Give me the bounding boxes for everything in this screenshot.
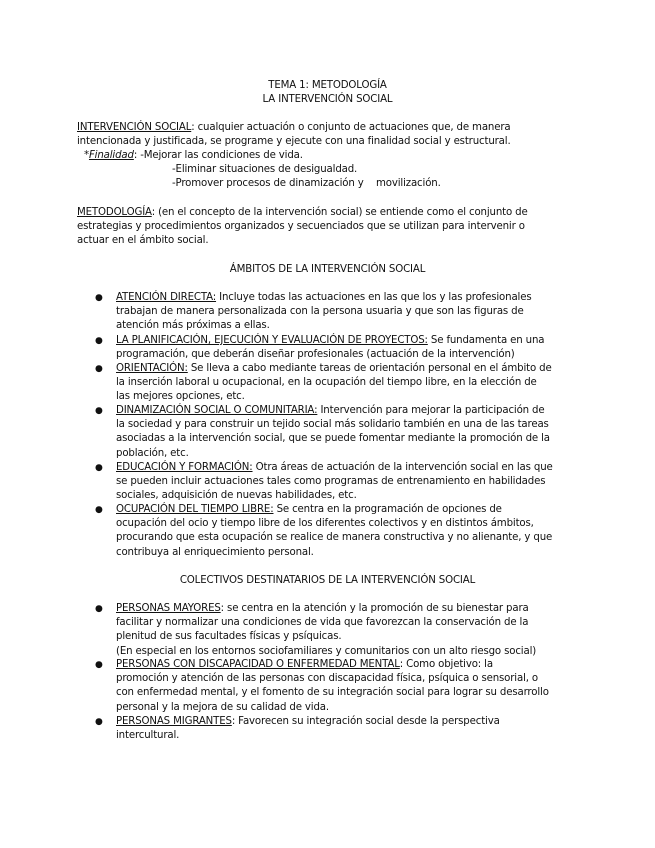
list-item: OCUPACIÓN DEL TIEMPO LIBRE: Se centra en la programación de opciones de ocupación del ocio y tiempo libre de los diferentes colectivos y en distintos ámbitos, procurando que esta ocupación se realice de manera constructiva y no alienante, y que contribuya al enriquecimiento personal. (116, 504, 553, 558)
intervencion-definition-line-1: INTERVENCIÓN SOCIAL: cualquier actuación o conjunto de actuaciones que, de manera (77, 122, 511, 133)
bullet-icon: ● (95, 364, 103, 374)
finalidad-label: Finalidad (88, 150, 134, 161)
metodologia-line-3: actuar en el ámbito social. (77, 235, 209, 246)
metodologia-line-1: METODOLOGÍA: (en el concepto de la intervención social) se entiende como el conjunto de (77, 207, 528, 218)
list-item: PERSONAS MIGRANTES: Favorecen su integración social desde la perspectiva intercultural. (116, 716, 500, 742)
intervencion-term: INTERVENCIÓN SOCIAL (77, 122, 192, 133)
list-item: ORIENTACIÓN: Se lleva a cabo mediante tareas de orientación personal en el ámbito de la inserción laboral u ocupacional, en la ocupación del tiempo libre, en la elección de las mejores opciones, etc. (116, 363, 552, 403)
intervencion-definition-line-2: intencionada y justificada, se programe y ejecute con una finalidad social y estructural. (77, 136, 511, 147)
document-subtitle: LA INTERVENCIÓN SOCIAL (262, 94, 393, 105)
bullet-icon: ● (95, 717, 103, 727)
bullet-icon: ● (95, 406, 103, 416)
metodologia-line-2: estrategias y procedimientos organizados y secuenciados que se utilizan para intervenir o (77, 221, 525, 232)
finalidad-line-3: -Promover procesos de dinamización y movilización. (172, 178, 441, 189)
list-item: PERSONAS MAYORES: se centra en la atención y la promoción de su bienestar para facilitar y normalizar una condiciones de vida que favorezcan la conservación de la plenitud de sus facultades físicas y psíquicas. (En especial en los entornos sociofamiliares y comunitarios con un alto riesgo social) (116, 603, 537, 657)
finalidad-line-2: -Eliminar situaciones de desigualdad. (172, 164, 358, 175)
list-item: PERSONAS CON DISCAPACIDAD O ENFERMEDAD MENTAL: Como objetivo: la promoción y atención de las personas con discapacidad física, psíquica o sensorial, o con enfermedad mental, y el fomento de su integración social para lograr su desarrollo personal y la mejora de su calidad de vida. (116, 659, 549, 713)
document-title: TEMA 1: METODOLOGÍA (268, 80, 387, 91)
bullet-icon: ● (95, 660, 103, 670)
list-item: EDUCACIÓN Y FORMACIÓN: Otra áreas de actuación de la intervención social en las que se pueden incluir actuaciones tales como programas de entrenamiento en habilidades sociales, adquisición de nuevas habilidades, etc. (116, 462, 553, 502)
list-item: LA PLANIFICACIÓN, EJECUCIÓN Y EVALUACIÓN DE PROYECTOS: Se fundamenta en una programación, que deberán diseñar profesionales (actuación de la intervención) (116, 335, 545, 361)
list-item: DINAMIZACIÓN SOCIAL O COMUNITARIA: Intervención para mejorar la participación de la sociedad y para construir un tejido social más solidario también en una de las tareas asociadas a la intervención social, que se puede fomentar mediante la promoción de la población, etc. (116, 405, 550, 459)
metodologia-term: METODOLOGÍA (77, 207, 152, 218)
bullet-icon: ● (95, 336, 103, 346)
bullet-icon: ● (95, 505, 103, 515)
bullet-icon: ● (95, 604, 103, 614)
colectivos-heading: COLECTIVOS DESTINATARIOS DE LA INTERVENCIÓN SOCIAL (179, 575, 476, 586)
bullet-icon: ● (95, 293, 103, 303)
bullet-icon: ● (95, 463, 103, 473)
ambitos-heading: ÁMBITOS DE LA INTERVENCIÓN SOCIAL (229, 264, 426, 275)
finalidad-line-1: *Finalidad: -Mejorar las condiciones de vida. (84, 150, 303, 161)
list-item: ATENCIÓN DIRECTA: Incluye todas las actuaciones en las que los y las profesionales trabajan de manera personalizada con la persona usuaria y que son las figuras de atención más próximas a ellas. (116, 292, 532, 332)
